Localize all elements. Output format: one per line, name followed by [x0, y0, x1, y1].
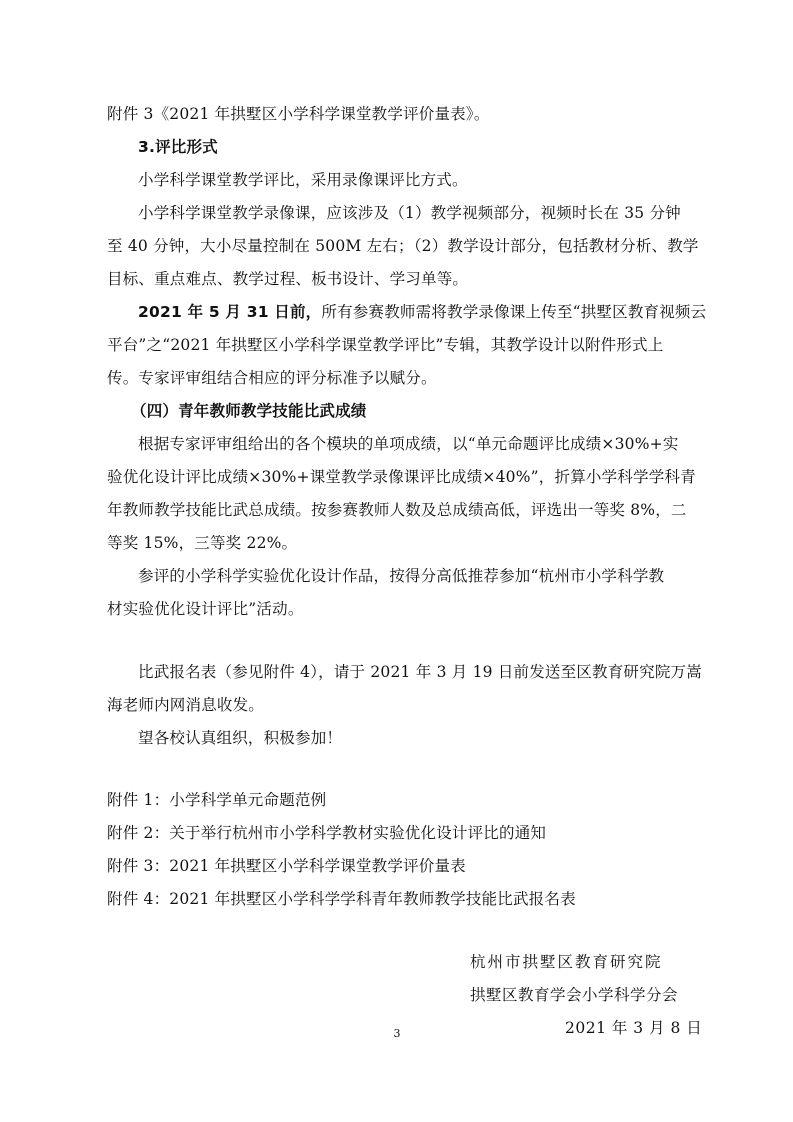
- section-4-title: （四）青年教师教学技能比武成绩: [131, 402, 367, 420]
- paragraph-5-line-2: 材实验优化设计评比”活动。: [107, 600, 304, 618]
- signature-organization-2: 拱墅区教育学会小学科学分会: [470, 986, 679, 1004]
- attachment-list-item: 附件 4：2021 年拱墅区小学科学学科青年教师教学技能比武报名表: [107, 890, 576, 908]
- paragraph-6-line-2: 海老师内网消息收发。: [107, 696, 265, 714]
- paragraph-4-line-2: 验优化设计评比成绩×30%+课堂教学录像课评比成绩×40%”，折算小学科学学科青: [107, 468, 696, 486]
- paragraph-3-line-3: 传。专家评审组结合相应的评分标准予以赋分。: [107, 369, 437, 387]
- closing-remark: 望各校认真组织，积极参加！: [138, 729, 343, 747]
- paragraph-2-line-1: 小学科学课堂教学录像课，应该涉及（1）教学视频部分，视频时长在 35 分钟: [138, 204, 681, 222]
- paragraph-2-line-2: 至 40 分钟，大小尽量控制在 500M 左右；（2）教学设计部分，包括教材分析、教学: [107, 237, 699, 255]
- attachment-list-item: 附件 2：关于举行杭州市小学科学教材实验优化设计评比的通知: [107, 824, 547, 842]
- paragraph-4-line-4: 等奖 15%，三等奖 22%。: [107, 534, 298, 552]
- signature-date: 2021 年 3 月 8 日: [565, 1019, 703, 1037]
- page-number: 3: [393, 1027, 401, 1040]
- paragraph-6-line-1: 比武报名表（参见附件 4），请于 2021 年 3 月 19 日前发送至区教育研究院万嵩: [138, 663, 702, 681]
- attachment-list-item: 附件 3：2021 年拱墅区小学科学课堂教学评价量表: [107, 857, 466, 875]
- attachment-list-item: 附件 1：小学科学单元命题范例: [107, 791, 327, 809]
- paragraph-2-line-3: 目标、重点难点、教学过程、板书设计、学习单等。: [107, 270, 469, 288]
- paragraph-3-line-1-text: 所有参赛教师需将教学录像课上传至“拱墅区教育视频云: [321, 303, 707, 321]
- deadline-bold-text: 2021 年 5 月 31 日前，: [138, 303, 322, 321]
- paragraph-1: 小学科学课堂教学评比，采用录像课评比方式。: [138, 171, 468, 189]
- signature-organization-1: 杭州市拱墅区教育研究院: [470, 953, 663, 971]
- paragraph-3-line-2: 平台”之“2021 年拱墅区小学科学课堂教学评比”专辑，其教学设计以附件形式上: [107, 336, 664, 354]
- attachment-reference-line: 附件 3《2021 年拱墅区小学科学课堂教学评价量表》。: [107, 105, 490, 123]
- paragraph-4-line-3: 年教师教学技能比武总成绩。按参赛教师人数及总成绩高低，评选出一等奖 8%，二: [107, 501, 687, 519]
- paragraph-3-line-1: [138, 302, 718, 322]
- paragraph-4-line-1: 根据专家评审组给出的各个模块的单项成绩，以“单元命题评比成绩×30%+实: [138, 435, 679, 453]
- paragraph-5-line-1: 参评的小学科学实验优化设计作品，按得分高低推荐参加“杭州市小学科学教: [138, 567, 665, 585]
- section-3-title: 3.评比形式: [138, 138, 218, 156]
